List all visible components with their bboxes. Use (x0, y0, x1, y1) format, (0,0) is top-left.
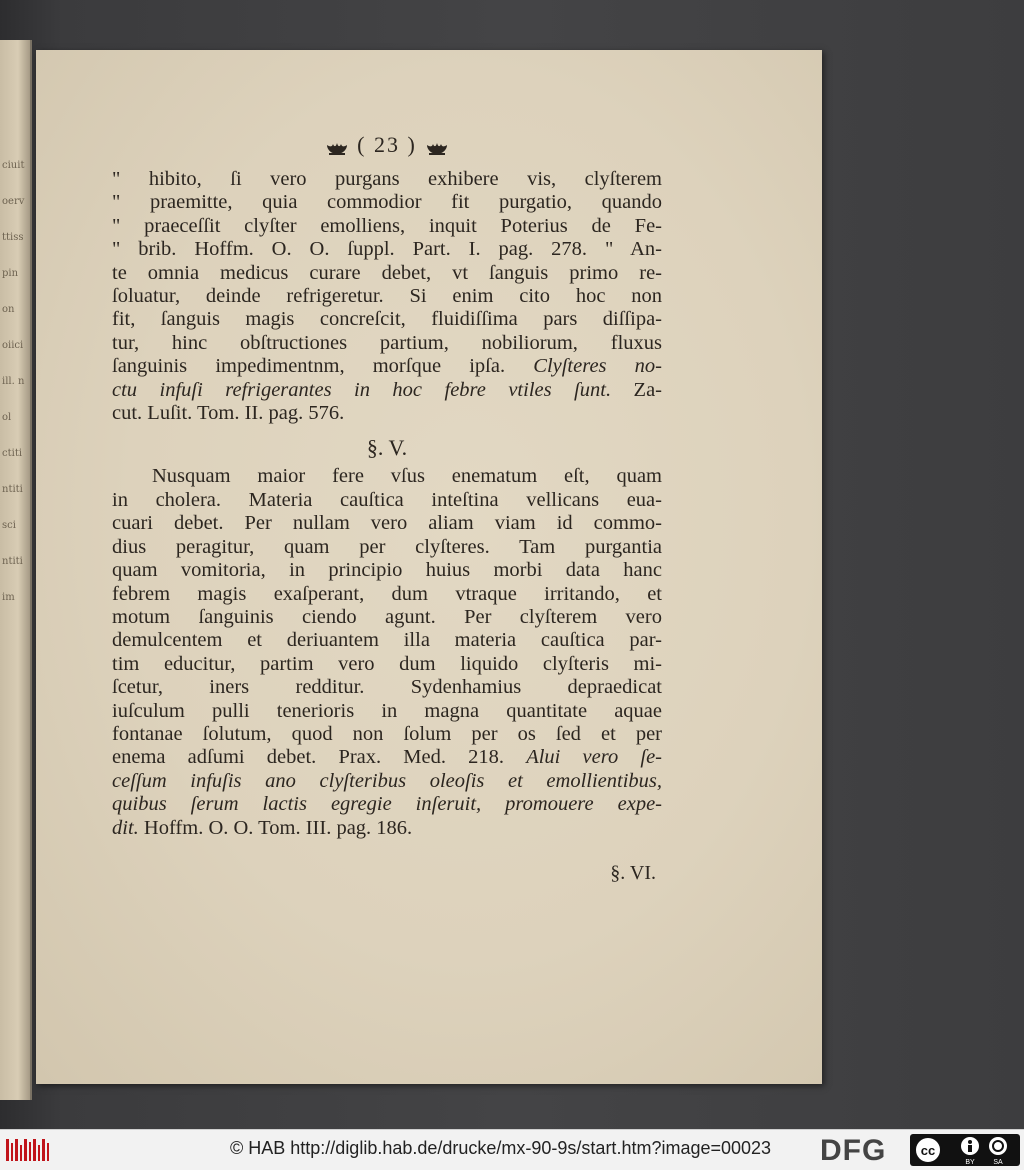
adjacent-page-fragment: im (2, 592, 15, 603)
adjacent-page-fragment: oiici (2, 340, 24, 351)
cc-by-sa-icon (910, 1134, 1020, 1166)
text-line: in cholera. Materia cauſtica inteſtina vellicans eua- (112, 488, 662, 511)
text-line: fit, ſanguis magis concreſcit, fluidiſſima pars diſſipa- (112, 308, 662, 331)
catchword: §. VI. (610, 861, 656, 884)
text-segment: Za- (633, 378, 662, 401)
text-line: febrem magis exaſperant, dum vtraque irritando, et (112, 582, 662, 605)
section-heading: §. V. (366, 435, 408, 461)
text-line: " brib. Hoffm. O. O. ſuppl. Part. I. pag. 278. " An- (112, 238, 662, 261)
text-line: " hibito, ſi vero purgans exhibere vis, clyſterem (112, 168, 662, 190)
page-number: ( 23 ) (357, 132, 417, 157)
text-line: te omnia medicus curare debet, vt ſanguis primo re- (112, 261, 662, 284)
italic-citation: dit. (112, 816, 139, 839)
paragraph-section-v (112, 465, 662, 840)
ornament-right-icon (424, 138, 450, 156)
text-line: ſoluatur, deinde refrigeretur. Si enim cito hoc non (112, 285, 662, 308)
page-header (112, 128, 662, 162)
ornament-left-icon (324, 138, 350, 156)
hab-logo-icon (6, 1137, 50, 1163)
text-line: demulcentem et deriuantem illa materia cauſtica par- (112, 629, 662, 652)
svg-text:SA: SA (993, 1159, 1003, 1166)
text-line: " praemitte, quia commodior fit purgatio, quando (112, 191, 662, 214)
dfg-logo: DFG (820, 1134, 887, 1167)
svg-text:BY: BY (965, 1159, 975, 1166)
adjacent-page-fragment: ctiti (2, 448, 23, 459)
viewer-footer (0, 1129, 1024, 1170)
text-line: tim educitur, partim vero dum liquido clyſteris mi- (112, 652, 662, 675)
italic-citation: Clyſteres no- (533, 355, 663, 378)
italic-citation: ctu infuſi refrigerantes in hoc febre vtiles ſunt. (112, 378, 612, 401)
adjacent-page-fragment: ntiti (2, 556, 23, 567)
text-segment: Hoffm. O. O. Tom. III. pag. 186. (143, 816, 413, 839)
adjacent-page-fragment: ol (2, 412, 12, 423)
text-line: Nusquam maior fere vſus enematum eſt, quam (152, 465, 662, 488)
text-line: " praeceſſit clyſter emolliens, inquit Poterius de Fe- (112, 214, 662, 237)
adjacent-page-fragment: ttiss (2, 232, 24, 243)
text-segment: enema adſumi debet. Prax. Med. 218. (112, 746, 505, 769)
text-line (112, 817, 662, 840)
text-line: iuſculum pulli tenerioris in magna quantitate aquae (112, 699, 662, 722)
text-line: ceſſum infuſis ano clyſteribus oleoſis et emollientibus, (112, 769, 662, 792)
cc-license-badge[interactable] (910, 1134, 1020, 1166)
text-line (112, 355, 662, 378)
adjacent-page-fragment: on (2, 304, 15, 315)
text-line (112, 379, 662, 402)
text-line: fontanae ſolutum, quod non ſolum per os ſed et per (112, 722, 662, 745)
text-line: motum ſanguinis ciendo agunt. Per clyſterem vero (112, 605, 662, 628)
copyright-link[interactable]: © HAB http://diglib.hab.de/drucke/mx-90-9s/start.htm?image=00023 (230, 1138, 772, 1158)
text-segment: ſanguinis impedimentnm, morſque ipſa. (112, 355, 506, 378)
adjacent-page-fragment: ntiti (2, 484, 23, 495)
adjacent-page-edge (0, 40, 32, 1100)
adjacent-page-fragment: sci (2, 520, 16, 531)
adjacent-page-fragment: ciuit (2, 160, 25, 171)
svg-text:cc: cc (920, 1143, 936, 1158)
adjacent-page-fragment: oerv (2, 196, 25, 207)
text-line: quibus ſerum lactis egregie inſeruit, promouere expe- (112, 793, 662, 816)
text-line (112, 746, 662, 769)
text-line: cut. Luſit. Tom. II. pag. 576. (112, 402, 345, 425)
italic-citation: Alui vero ſe- (526, 746, 662, 769)
adjacent-page-fragment: pin (2, 268, 19, 279)
text-line: quam vomitoria, in principio huius morbi data hanc (112, 559, 662, 582)
text-line: dius peragitur, quam per clyſteres. Tam purgantia (112, 535, 662, 558)
text-line: cuari debet. Per nullam vero aliam viam id commo- (112, 512, 662, 535)
page-text-block (112, 128, 662, 885)
text-line: tur, hinc obſtructiones partium, nobiliorum, fluxus (112, 331, 662, 354)
paragraph-continuation (112, 168, 662, 425)
text-line: ſcetur, iners redditur. Sydenhamius depraedicat (112, 676, 662, 699)
adjacent-page-fragment: ill. n (2, 376, 25, 387)
book-page (36, 50, 822, 1084)
